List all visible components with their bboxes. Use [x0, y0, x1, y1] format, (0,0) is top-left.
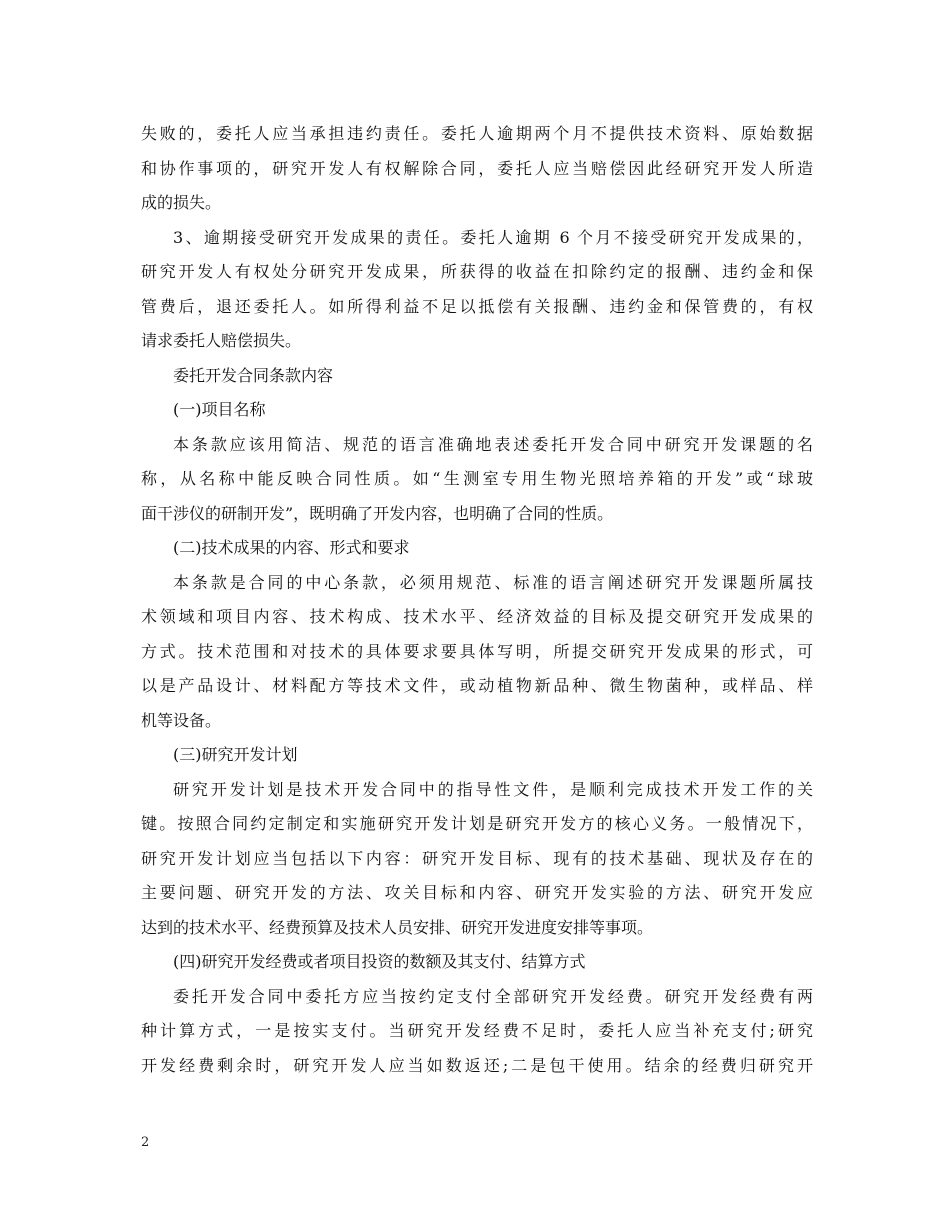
text-line: 键。按照合同约定制定和实施研究开发计划是研究开发方的核心义务。一般情况下，: [141, 814, 813, 833]
text-line: 达到的技术水平、经费预算及技术人员安排、研究开发进度安排等事项。: [141, 917, 654, 937]
text-line: 方式。技术范围和对技术的具体要求要具体写明，所提交研究开发成果的形式，可: [141, 641, 813, 661]
text-line: 本条款应该用简洁、规范的语言准确地表述委托开发合同中研究开发课题的名: [173, 434, 813, 454]
text-line: 请求委托人赔偿损失。: [141, 331, 302, 350]
text-line: 面干涉仪的研制开发”，既明确了开发内容，也明确了合同的性质。: [141, 503, 614, 523]
text-line: (四)研究开发经费或者项目投资的数额及其支付、结算方式: [173, 952, 586, 971]
text-line: 委托开发合同中委托方应当按约定支付全部研究开发经费。研究开发经费有两: [173, 986, 813, 1006]
text-line: 主要问题、研究开发的方法、攻关目标和内容、研究开发实验的方法、研究开发应: [141, 883, 813, 902]
text-line: 研究开发人有权处分研究开发成果，所获得的收益在扣除约定的报酬、违约金和保: [141, 262, 813, 281]
text-line: 种计算方式，一是按实支付。当研究开发经费不足时，委托人应当补充支付;研究: [141, 1021, 813, 1040]
text-line: (一)项目名称: [173, 400, 266, 419]
text-line: 失败的，委托人应当承担违约责任。委托人逾期两个月不提供技术资料、原始数据: [141, 124, 813, 143]
page-number: 2: [141, 1135, 150, 1150]
text-line: 称，从名称中能反映合同性质。如“生测室专用生物光照培养箱的开发”或“球玻: [141, 469, 813, 488]
text-line: (三)研究开发计划: [173, 745, 298, 764]
text-line: 术领域和项目内容、技术构成、技术水平、经济效益的目标及提交研究开发成果的: [141, 607, 813, 626]
text-line: 成的损失。: [141, 193, 222, 212]
text-line: 管费后，退还委托人。如所得利益不足以抵偿有关报酬、违约金和保管费的，有权: [141, 296, 813, 316]
text-line: 研究开发计划是技术开发合同中的指导性文件，是顺利完成技术开发工作的关: [173, 779, 813, 799]
document-body: [141, 117, 813, 1083]
text-line: 3、逾期接受研究开发成果的责任。委托人逾期 6 个月不接受研究开发成果的，: [173, 227, 813, 247]
text-line: 以是产品设计、材料配方等技术文件，或动植物新品种、微生物菌种，或样品、样: [141, 676, 813, 695]
text-line: 研究开发计划应当包括以下内容：研究开发目标、现有的技术基础、现状及存在的: [141, 848, 813, 868]
text-line: 开发经费剩余时，研究开发人应当如数返还;二是包干使用。结余的经费归研究开: [141, 1055, 813, 1075]
text-line: 和协作事项的，研究开发人有权解除合同，委托人应当赔偿因此经研究开发人所造: [141, 158, 813, 178]
text-line: (二)技术成果的内容、形式和要求: [173, 538, 410, 557]
text-line: 机等设备。: [141, 710, 222, 730]
text-line: 委托开发合同条款内容: [173, 365, 334, 385]
text-line: 本条款是合同的中心条款，必须用规范、标准的语言阐述研究开发课题所属技: [173, 572, 813, 592]
